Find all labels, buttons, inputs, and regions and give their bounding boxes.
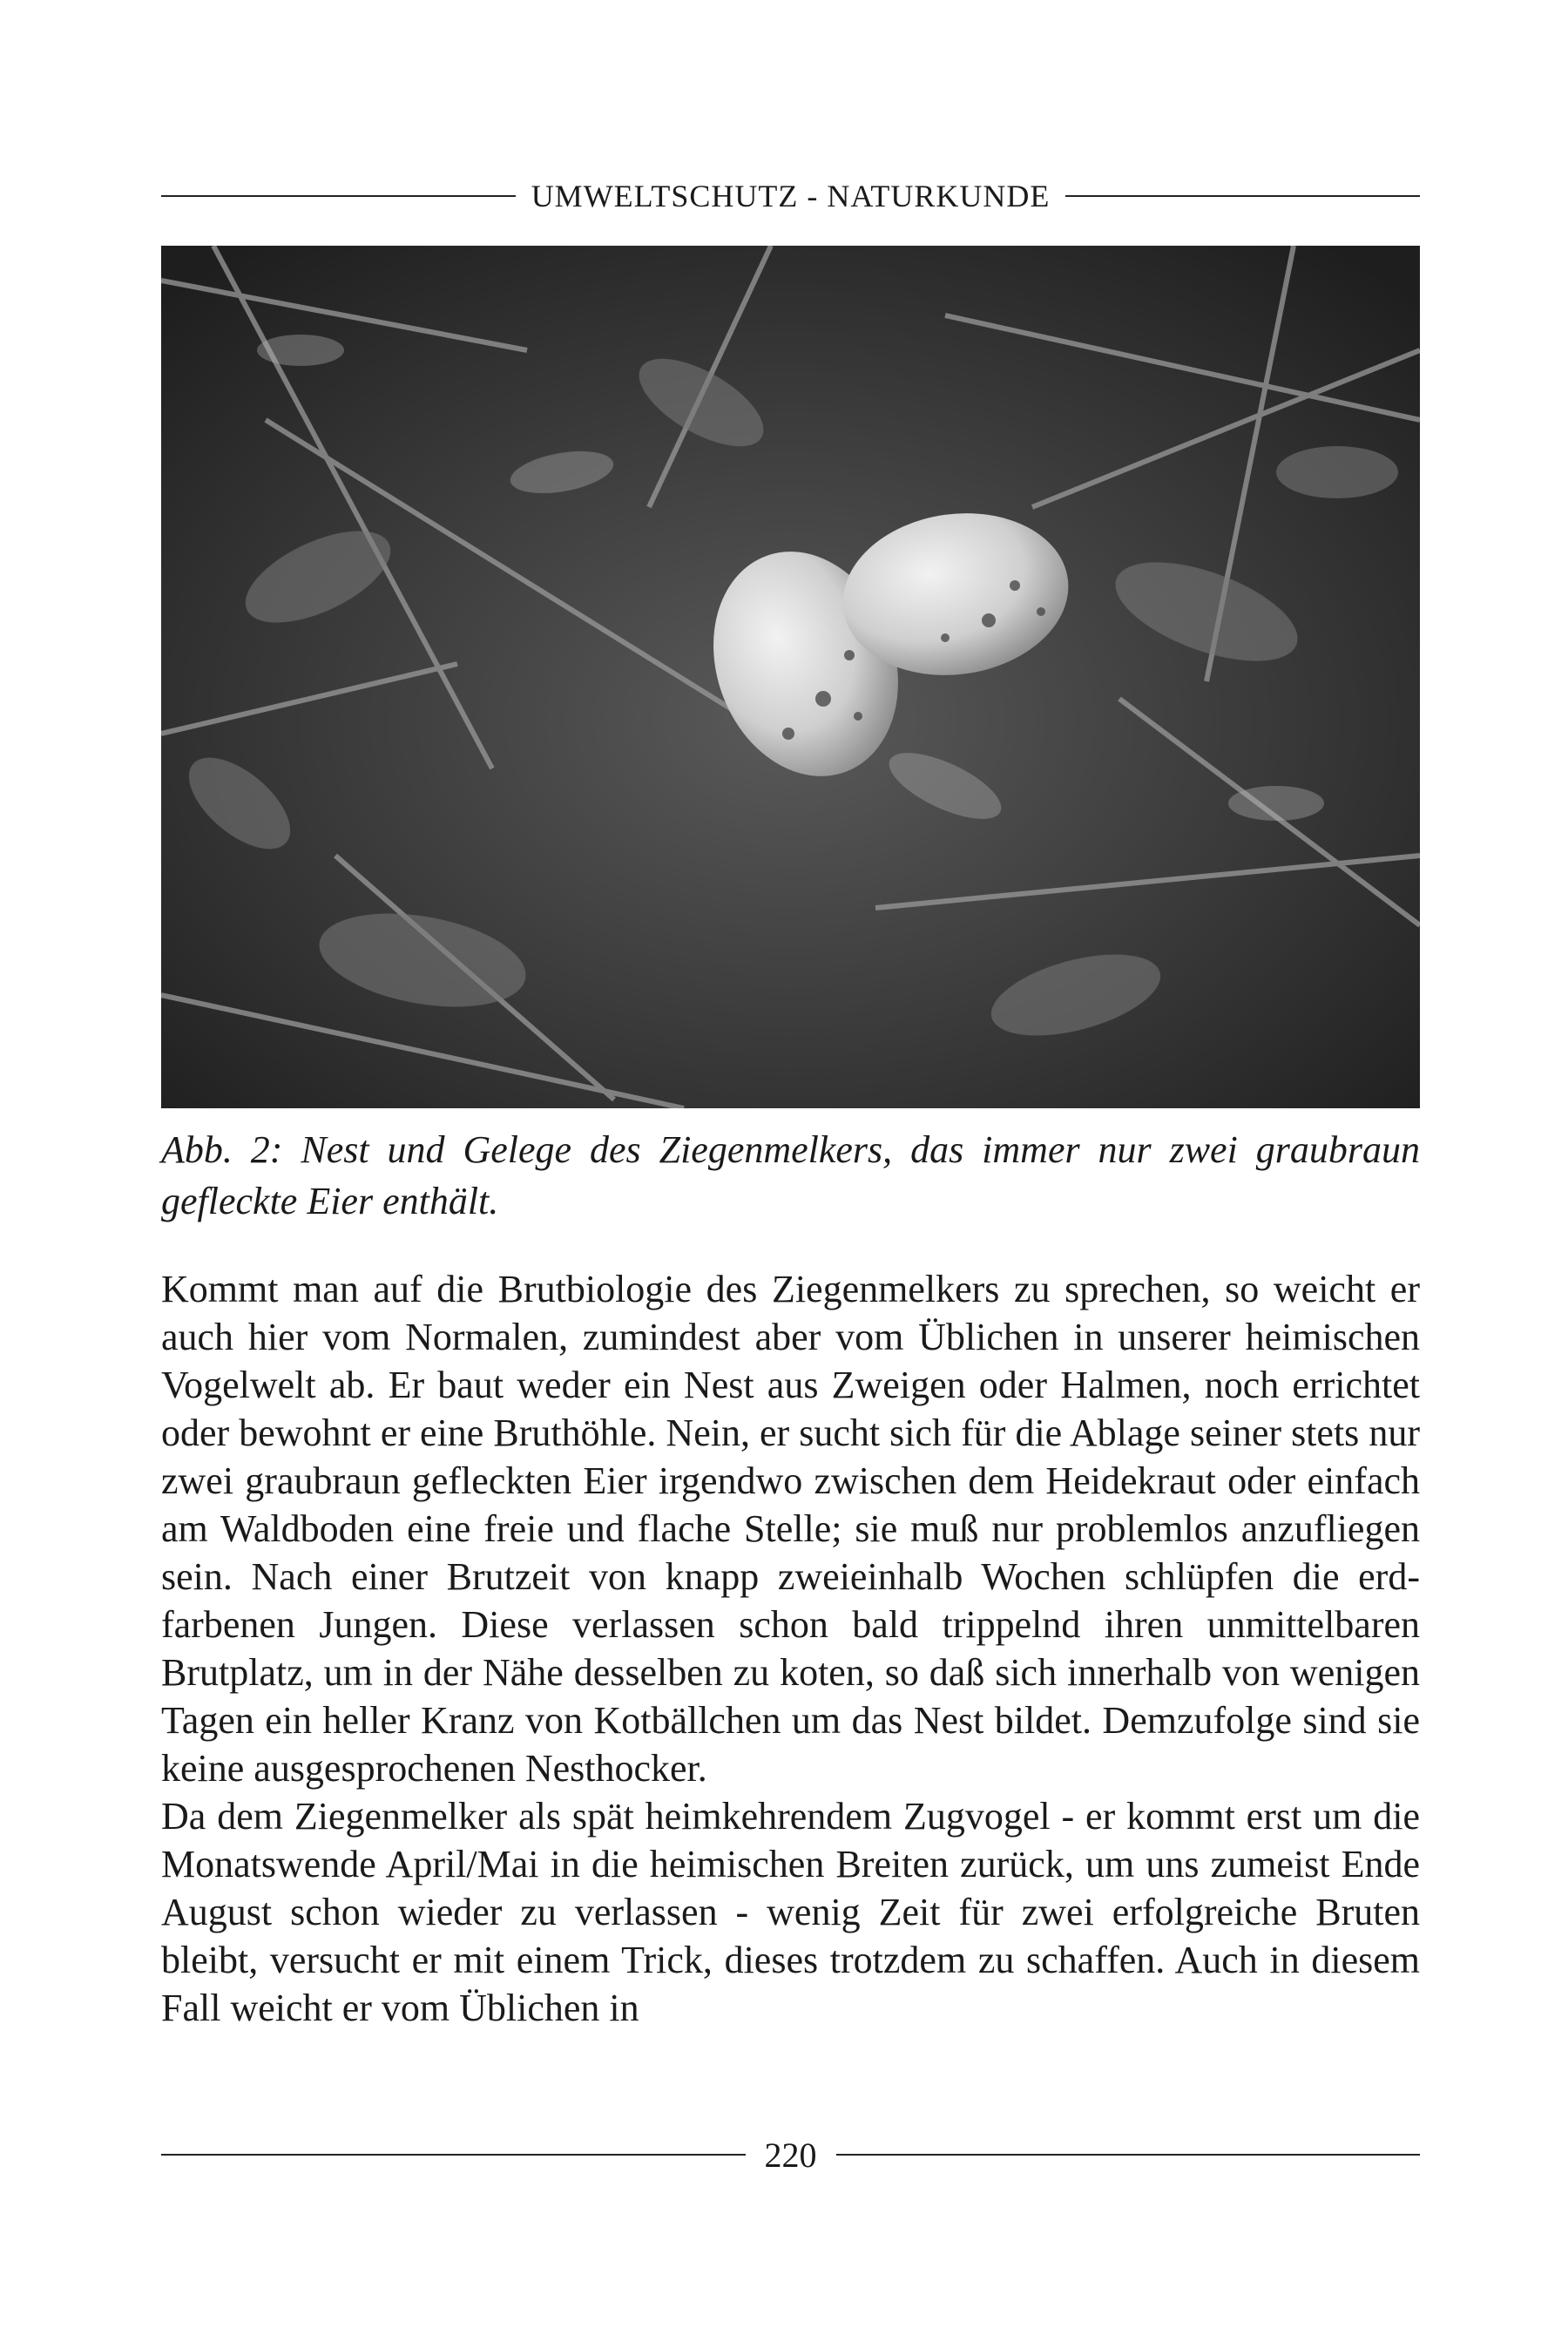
body-paragraph: Da dem Ziegenmelker als spät heimkehrendem Zugvogel - er kommt erst um die Monatswende April/Mai in die heimischen Breiten zurück, um uns zumeist Ende August schon wieder zu verlassen - wenig Zeit für zwei erfolgreiche Bruten bleibt, versucht er mit einem Trick, dieses trotzdem zu schaffen. Auch in diesem Fall weicht er vom Üblichen in — [161, 1795, 1420, 2029]
article-body — [161, 1265, 1420, 2032]
running-header — [161, 174, 1420, 218]
page-number: 220 — [764, 2135, 817, 2175]
page-footer — [161, 2133, 1420, 2176]
header-rule-left — [161, 195, 516, 197]
nest-photograph — [161, 246, 1420, 1108]
body-paragraph: Kommt man auf die Brutbiologie des Ziegenmelkers zu sprechen, so weicht er auch hier vom Normalen, zumindest aber vom Üblichen in unserer heimischen Vogelwelt ab. Er baut weder ein Nest aus Zweigen oder Halmen, noch errichtet oder bewohnt er eine Bruthöhle. Nein, er sucht sich für die Ablage seiner stets nur zwei graubraun gefleckten Eier irgendwo zwischen dem Heidekraut oder einfach am Waldboden eine freie und flache Stelle; sie muß nur problemlos anzufliegen sein. Nach einer Brutzeit von knapp zweieinhalb Wochen schlüpfen die erdfarbenen Jungen. Diese verlassen schon bald trippelnd ihren unmittelbaren Brutplatz, um in der Nähe desselben zu koten, so daß sich innerhalb von wenigen Tagen ein heller Kranz von Kotbällchen um das Nest bildet. Demzufolge sind sie keine ausgesprochenen Nesthocker. — [161, 1268, 1420, 1790]
footer-rule-left — [161, 2154, 746, 2156]
section-title: UMWELTSCHUTZ - NATURKUNDE — [531, 179, 1051, 213]
figure-caption: Abb. 2: Nest und Gelege des Ziegenmelkers, das immer nur zwei graubraun gefleckte Eier enthält. — [161, 1128, 1420, 1223]
footer-rule-right — [836, 2154, 1421, 2156]
header-rule-right — [1065, 195, 1420, 197]
nest-photo-image — [161, 246, 1420, 1108]
